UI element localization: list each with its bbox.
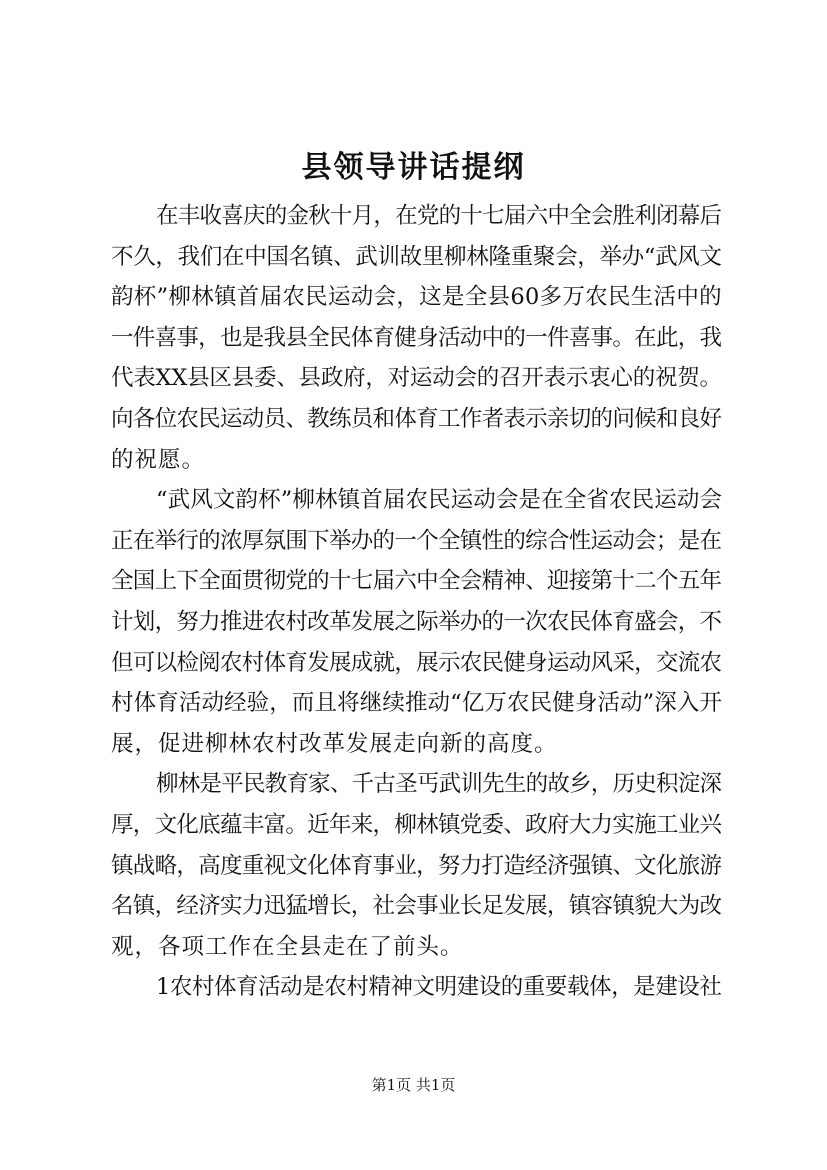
text-line: 不久，我们在中国名镇、武训故里柳林隆重聚会，举办“武风文 xyxy=(111,243,722,270)
text-line: 向各位农民运动员、教练员和体育工作者表示亲切的问候和良好 xyxy=(111,405,722,432)
text-line: 村体育活动经验，而且将继续推动“亿万农民健身活动”深入开 xyxy=(111,690,723,717)
text-line: 柳林是平民教育家、千古圣丐武训先生的故乡，历史积淀深 xyxy=(156,771,722,798)
text-line: 镇战略，高度重视文化体育事业，努力打造经济强镇、文化旅游 xyxy=(111,852,722,879)
text-line: 的祝愿。 xyxy=(111,446,206,473)
text-line: 全国上下全面贯彻党的十七届六中全会精神、迎接第十二个五年 xyxy=(111,568,722,595)
text-line: 韵杯”柳林镇首届农民运动会，这是全县60多万农民生活中的 xyxy=(111,284,722,311)
text-line: 观，各项工作在全县走在了前头。 xyxy=(111,933,464,960)
document-title: 县领导讲话提纲 xyxy=(301,150,526,185)
paragraph xyxy=(111,480,723,764)
paragraph xyxy=(111,764,723,967)
text-line: 名镇，经济实力迅猛增长，社会事业长足发展，镇容镇貌大为改 xyxy=(111,893,722,920)
text-line: 展，促进柳林农村改革发展走向新的高度。 xyxy=(111,730,558,757)
text-line: 厚，文化底蕴丰富。近年来，柳林镇党委、政府大力实施工业兴 xyxy=(111,811,722,838)
text-line: 在丰收喜庆的金秋十月，在党的十七届六中全会胜利闭幕后 xyxy=(156,203,722,229)
text-line: 一件喜事，也是我县全民体育健身活动中的一件喜事。在此，我 xyxy=(111,324,722,351)
text-line: 代表XX县区县委、县政府，对运动会的召开表示衷心的祝贺。 xyxy=(111,365,722,392)
page-footer: 第1页 共1页 xyxy=(371,1076,456,1094)
text-line: 1农村体育活动是农村精神文明建设的重要载体，是建设社 xyxy=(156,974,722,1001)
text-line: 正在举行的浓厚氛围下举办的一个全镇性的综合性运动会；是在 xyxy=(111,527,722,554)
document-body xyxy=(111,196,723,1008)
text-line: “武风文韵杯”柳林镇首届农民运动会是在全省农民运动会 xyxy=(156,487,723,514)
text-line: 计划，努力推进农村改革发展之际举办的一次农民体育盛会，不 xyxy=(111,608,722,635)
paragraph xyxy=(111,196,723,480)
paragraph xyxy=(111,967,723,1008)
text-line: 但可以检阅农村体育发展成就，展示农民健身运动风采，交流农 xyxy=(111,649,722,676)
